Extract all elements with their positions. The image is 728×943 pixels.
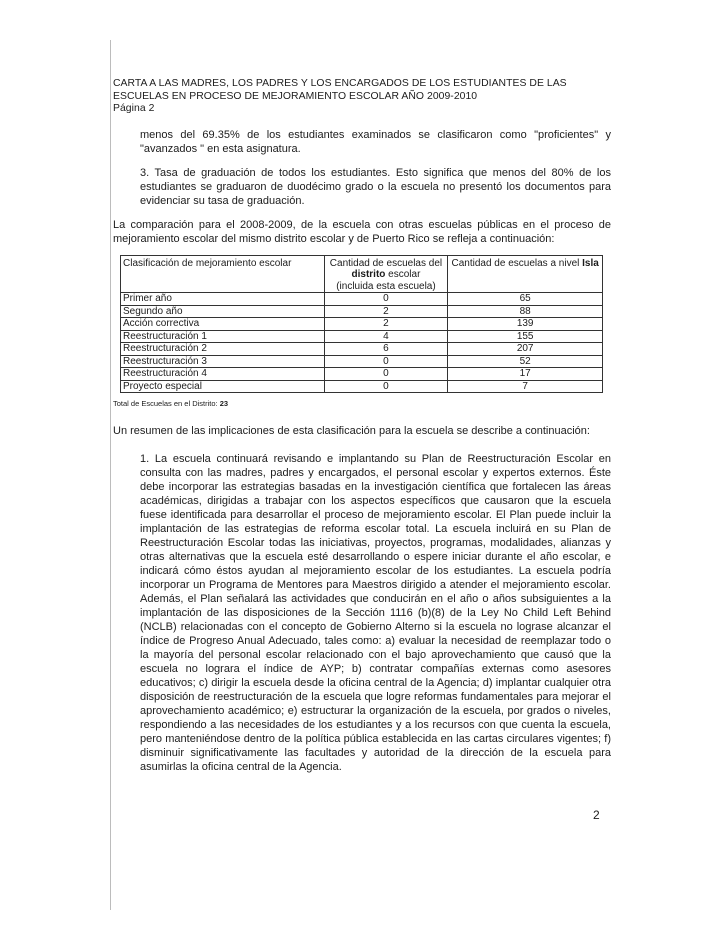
paragraph-continuation: menos del 69.35% de los estudiantes examinados se clasificaron como "proficientes" y "avanzados " en esta asignatura. — [140, 128, 611, 155]
paragraph-comparison: La comparación para el 2008-2009, de la escuela con otras escuelas públicas en el proceso de mejoramiento escolar del mismo distrito escolar y de Puerto Rico se refleja a continuación: — [113, 218, 611, 245]
header-classification: Clasificación de mejoramiento escolar — [121, 255, 325, 293]
header-district-count: Cantidad de escuelas del distrito escolar (incluida esta escuela) — [324, 255, 448, 293]
table-row: Reestructuración 3 0 52 — [121, 355, 603, 368]
table-row: Reestructuración 2 6 207 — [121, 343, 603, 356]
header-page-label: Página 2 — [113, 103, 155, 114]
header-island-count: Cantidad de escuelas a nivel Isla — [448, 255, 603, 293]
table-row: Segundo año 2 88 — [121, 305, 603, 318]
margin-line — [110, 40, 111, 910]
table-row: Reestructuración 1 4 155 — [121, 330, 603, 343]
paragraph-item-3: 3. Tasa de graduación de todos los estudiantes. Esto significa que menos del 80% de los estudiantes se graduaron de duodécimo grado o la escuela no presentó los documentos para evidenciar su tasa de graduación. — [140, 166, 611, 207]
paragraph-item-1: 1. La escuela continuará revisando e implantando su Plan de Reestructuración Escolar en consulta con las madres, padres y encargados, el personal escolar y expertos externos. Éste debe incorporar las estrategias basadas en la investigación científica que fortalecen las áreas académicas, dirigidas a trabajar con los aspectos específicos que causaron que la escuela fuese identificada para desarrollar el proceso de mejoramiento escolar. El Plan puede incluir la implantación de las estrategias de reforma escolar total. La escuela incluirá en su Plan de Reestructuración Escolar todas las iniciativas, proyectos, programas, modalidades, alianzas y otras alternativas que la escuela esté desarrollando o espere iniciar durante el año escolar, e indicará cómo éstos ayudan al mejoramiento escolar de los estudiantes. La escuela podría incorporar un Programa de Mentores para Maestros dirigido a atender el mejoramiento escolar. Además, el Plan señalará las actividades que conducirán en el año o años subsiguientes a la implantación de las disposiciones de la Sección 1116 (b)(8) de la Ley No Child Left Behind (NCLB) relacionadas con el concepto de Gobierno Alterno si la escuela no lograse alcanzar el índice de Progreso Anual Adecuado, tales como: a) evaluar la necesidad de reemplazar todo o la mayoría del personal escolar relacionado con el bajo aprovechamiento que causó que la escuela no lograra el índice de AYP; b) contratar compañías externas como asesores educativos; c) dirigir la escuela desde la oficina central de la Agencia; d) implantar cualquier otra disposición de reestructuración de la escuela que logre reformas fundamentales para mejorar el aprovechamiento académico; e) estructurar la organización de la escuela, por grados o niveles, respondiendo a las necesidades de los estudiantes y a los recursos con que cuenta la escuela, pero manteniéndose dentro de la política pública establecida en las cartas circulares vigentes; f) disminuir significativamente las facultades y autoridad de la dirección de la escuela para asumirlas la oficina central de la Agencia. — [140, 453, 611, 773]
classification-table — [120, 255, 603, 394]
table-row: Acción correctiva 2 139 — [121, 318, 603, 331]
table-row: Reestructuración 4 0 17 — [121, 368, 603, 381]
table-row: Primer año 0 65 — [121, 293, 603, 306]
table-header-row — [121, 255, 603, 293]
document-page — [113, 78, 611, 774]
table-row: Proyecto especial 0 7 — [121, 380, 603, 393]
district-total: Total de Escuelas en el Distrito: 23 — [113, 399, 229, 408]
header-line-1: CARTA A LAS MADRES, LOS PADRES Y LOS ENCARGADOS DE LOS ESTUDIANTES DE LAS — [113, 78, 567, 89]
header-line-2: ESCUELAS EN PROCESO DE MEJORAMIENTO ESCOLAR AÑO 2009-2010 — [113, 90, 478, 102]
page-number: 2 — [593, 808, 600, 822]
paragraph-summary: Un resumen de las implicaciones de esta clasificación para la escuela se describe a continuación: — [113, 425, 590, 437]
letter-header — [113, 78, 611, 116]
